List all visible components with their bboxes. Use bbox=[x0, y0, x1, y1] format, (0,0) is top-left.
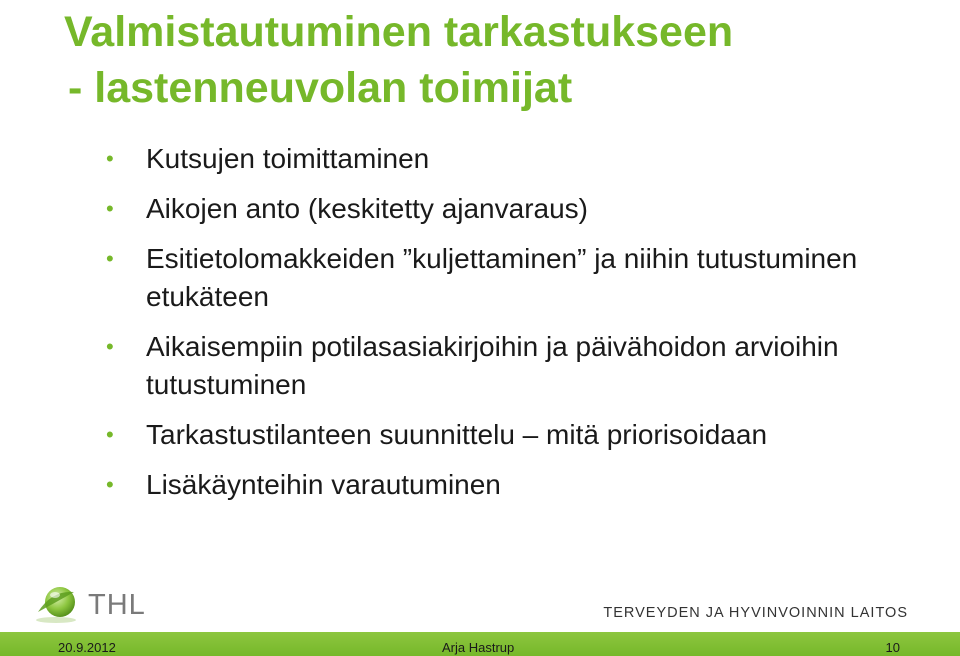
bullet-item bbox=[106, 416, 906, 454]
bullet-text: Kutsujen toimittaminen bbox=[146, 143, 430, 174]
bullet-dot-icon: • bbox=[106, 196, 114, 221]
bullet-text: Tarkastustilanteen suunnittelu – mitä priorisoidaan bbox=[146, 419, 768, 450]
thl-logo bbox=[32, 582, 172, 628]
green-sphere-leaf-icon bbox=[36, 587, 76, 623]
page-number: 10 bbox=[885, 640, 900, 655]
bullet-text: Esitietolomakkeiden ”kuljettaminen” ja niihin tutustuminen etukäteen bbox=[146, 243, 858, 312]
bullet-text: Lisäkäynteihin varautuminen bbox=[146, 469, 501, 500]
footer-author: Arja Hastrup bbox=[442, 640, 515, 655]
bullet-item bbox=[106, 190, 906, 228]
bullet-dot-icon: • bbox=[106, 472, 114, 497]
footer-bar bbox=[0, 632, 960, 656]
bullet-dot-icon: • bbox=[106, 422, 114, 447]
bullet-dot-icon: • bbox=[106, 334, 114, 359]
bullet-item bbox=[106, 466, 906, 504]
bullet-item bbox=[106, 240, 906, 316]
organization-name: TERVEYDEN JA HYVINVOINNIN LAITOS bbox=[603, 605, 908, 621]
bullet-text: Aikaisempiin potilasasiakirjoihin ja päivähoidon arvioihin tutustuminen bbox=[146, 331, 839, 400]
logo-text: THL bbox=[88, 589, 146, 621]
bullet-text: Aikojen anto (keskitetty ajanvaraus) bbox=[146, 193, 588, 224]
bullet-list bbox=[106, 140, 906, 516]
bullet-item bbox=[106, 140, 906, 178]
footer-date: 20.9.2012 bbox=[58, 640, 116, 655]
slide-title bbox=[64, 4, 944, 116]
title-line-1: Valmistautuminen tarkastukseen bbox=[64, 8, 734, 56]
bullet-dot-icon: • bbox=[106, 246, 114, 271]
title-line-2: - lastenneuvolan toimijat bbox=[68, 64, 573, 112]
bullet-item bbox=[106, 328, 906, 404]
bullet-dot-icon: • bbox=[106, 146, 114, 171]
